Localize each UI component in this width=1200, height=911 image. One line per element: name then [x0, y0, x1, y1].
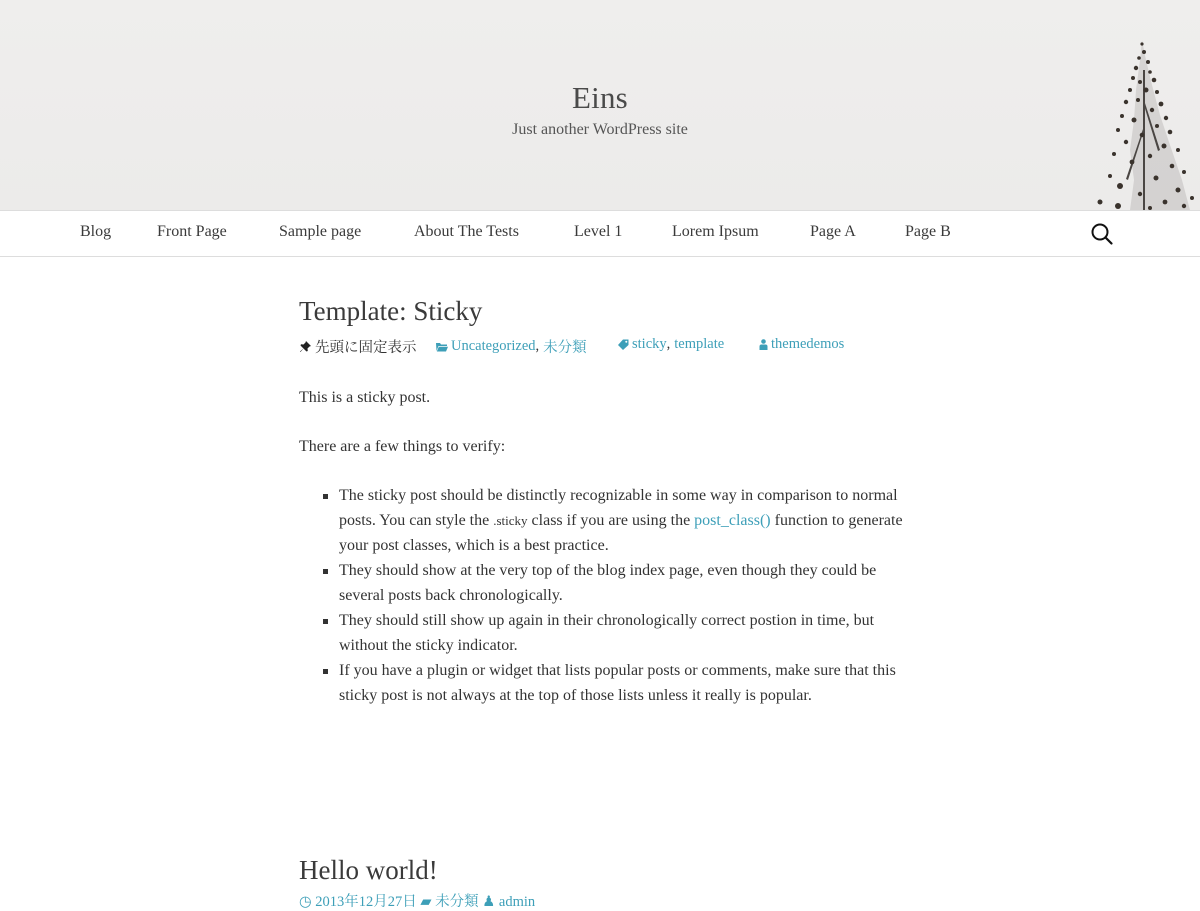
tag-icon — [618, 339, 629, 350]
header-tree-image — [1060, 30, 1200, 210]
post-categories — [436, 336, 587, 357]
tag-link-template[interactable]: template — [674, 336, 725, 352]
site-description: Just another WordPress site — [512, 121, 688, 138]
author-link[interactable]: themedemos — [771, 336, 845, 352]
nav-item-about-the-tests[interactable]: About The Tests — [414, 223, 519, 240]
site-title[interactable]: Eins — [572, 80, 628, 115]
verify-list — [339, 483, 909, 708]
search-icon — [1090, 222, 1114, 246]
post-body — [299, 385, 909, 708]
search-button[interactable] — [1090, 222, 1114, 246]
list-item: They should still show up again in their chronologically correct postion in time, but without the sticky indicator. — [339, 608, 909, 658]
person-icon — [759, 339, 768, 350]
list-item — [339, 483, 909, 558]
nav-item-lorem-ipsum[interactable]: Lorem Ipsum — [672, 223, 759, 240]
category-link-uncategorized[interactable]: Uncategorized — [451, 338, 536, 354]
category-link-mibunrui[interactable]: 未分類 — [543, 340, 587, 356]
nav-item-blog[interactable]: Blog — [80, 223, 112, 240]
post-title[interactable]: Template: Sticky — [299, 296, 483, 326]
tag-separator: , — [666, 336, 671, 352]
nav-item-front-page[interactable]: Front Page — [157, 223, 227, 240]
list-item: They should show at the very top of the blog index page, even though they could be several posts back chronologically. — [339, 558, 909, 608]
list-text: class if you are using the — [527, 512, 695, 529]
nav-item-level-1[interactable]: Level 1 — [574, 223, 623, 240]
post-meta-partial: ◷ 2013年12月27日 ▰ 未分類 ♟ admin — [299, 894, 536, 910]
main-navigation — [0, 210, 1200, 257]
folder-icon — [436, 342, 448, 352]
code-sticky-class: .sticky — [493, 513, 528, 528]
paragraph: There are a few things to verify: — [299, 438, 506, 455]
pushpin-icon — [299, 340, 312, 353]
category-separator: , — [535, 338, 540, 354]
nav-item-sample-page[interactable]: Sample page — [279, 223, 362, 240]
list-text: The sticky post should be distinctly recognizable in some way in comparison to normal posts. You can style the — [339, 487, 898, 529]
post-class-link[interactable]: post_class() — [694, 512, 771, 529]
sticky-indicator — [299, 336, 417, 357]
sticky-label: 先頭に固定表示 — [315, 340, 417, 356]
post-tags — [618, 336, 724, 353]
nav-item-page-b[interactable]: Page B — [905, 223, 951, 240]
tag-link-sticky[interactable]: sticky — [632, 336, 667, 352]
paragraph: This is a sticky post. — [299, 389, 431, 406]
post-title[interactable]: Hello world! — [299, 855, 438, 885]
post-author — [759, 336, 844, 353]
site-header — [0, 0, 1200, 210]
list-text: function to generate your post classes, which is a best practice. — [339, 512, 903, 554]
nav-item-page-a[interactable]: Page A — [810, 223, 856, 240]
list-item: If you have a plugin or widget that lists popular posts or comments, make sure that this sticky post is not always at the top of those lists unless it really is popular. — [339, 658, 909, 708]
